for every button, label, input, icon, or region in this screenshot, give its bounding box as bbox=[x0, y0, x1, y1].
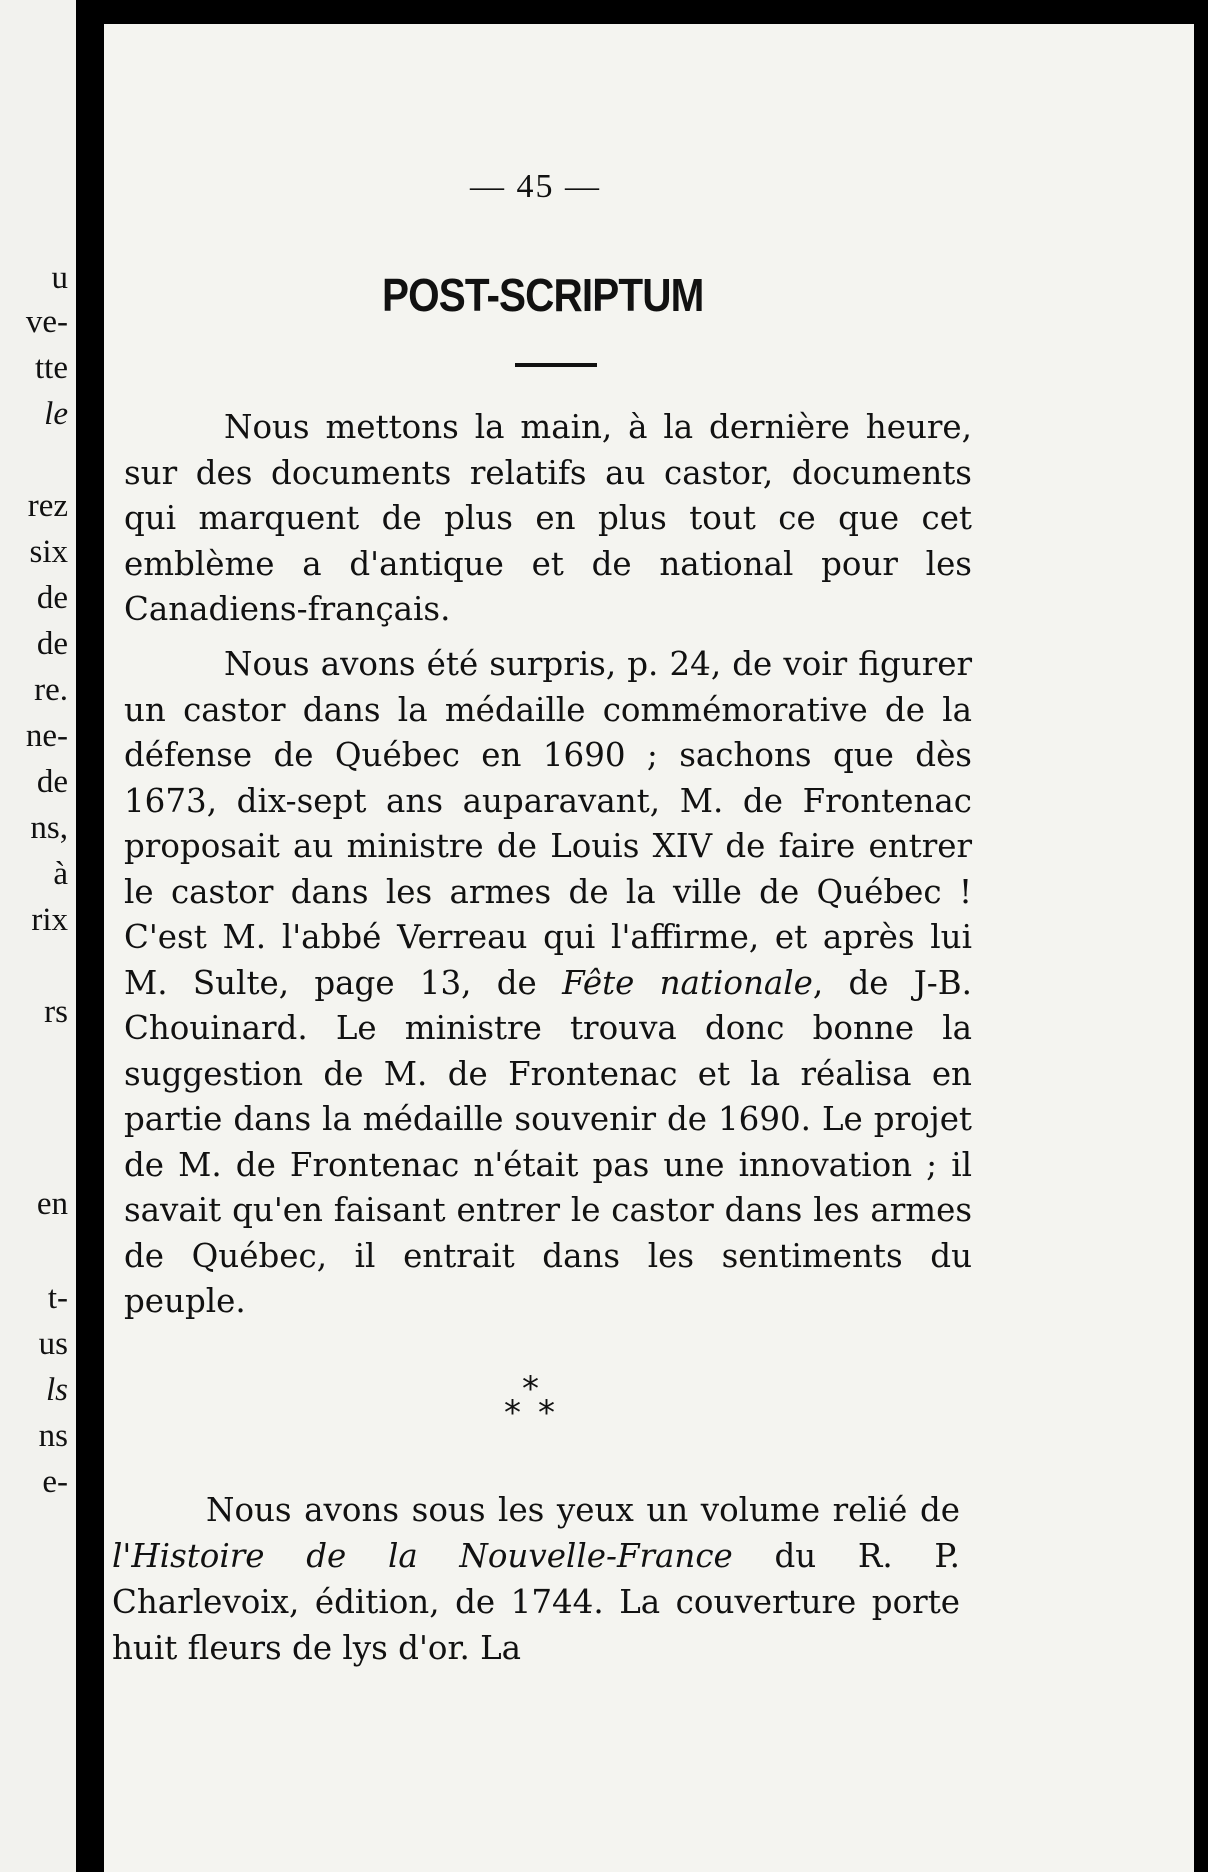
scan-border-top bbox=[104, 0, 1208, 24]
fragment-text: de bbox=[36, 626, 68, 662]
asterism-divider bbox=[500, 1369, 560, 1434]
asterism-star: * bbox=[504, 1393, 521, 1433]
paragraph-text: , de J-B. Chouinard. Le ministre trouva donc bonne la suggestion de M. de Frontenac et la réalisa en partie dans la médaille souvenir de 1690. Le projet de M. de Frontenac n'était pas une innovation ; il savait qu'en faisant entrer le castor dans les armes de Québec, il entrait dans les sentiments du peuple. bbox=[124, 963, 972, 1320]
paragraph-text: Nous avons été surpris, p. 24, de voir figurer un castor dans la médaille commémorative de la défense de Québec en 1690 ; sachons que dès 1673, dix-sept ans auparavant, M. de Frontenac proposait au ministre de Louis XIV de faire entrer le castor dans les armes de la ville de Québec ! C'est M. l'abbé Verreau qui l'affirme, et après lui M. Sulte, page 13, de bbox=[124, 645, 972, 1002]
fragment-text: t- bbox=[47, 1280, 68, 1316]
fragment-text: en bbox=[36, 1186, 68, 1222]
asterism-star: * bbox=[522, 1369, 539, 1409]
paragraph-text: du R. P. Charlevoix, édition, de 1744. La couverture porte huit fleurs de lys d'or. La bbox=[112, 1537, 960, 1667]
page-gutter bbox=[76, 0, 104, 1872]
fragment-text: ne- bbox=[25, 718, 68, 754]
asterism-star: * bbox=[538, 1393, 555, 1433]
fragment-text: rix bbox=[31, 902, 68, 938]
fragment-text: ns bbox=[38, 1418, 68, 1454]
fragment-text: us bbox=[38, 1326, 68, 1362]
scan-border-right bbox=[1194, 0, 1208, 1872]
paragraph: Nous mettons la main, à la dernière heure, sur des documents relatifs au castor, documents qui marquent de plus en plus tout ce que cet emblème a d'antique et de national pour les Canadiens-français. bbox=[124, 408, 972, 628]
fragment-text: ns, bbox=[30, 810, 68, 846]
paragraph bbox=[112, 1487, 960, 1671]
fragment-text: rs bbox=[44, 994, 68, 1030]
fragment-text: le bbox=[44, 396, 68, 432]
fragment-text: à bbox=[53, 856, 68, 892]
fragment-text: six bbox=[29, 534, 68, 570]
page-number: — 45 — bbox=[470, 168, 601, 205]
fragment-text: e- bbox=[42, 1464, 68, 1500]
book-title: Fête nationale bbox=[562, 963, 813, 1002]
fragment-text: rez bbox=[27, 488, 68, 524]
fragment-text: ls bbox=[45, 1372, 68, 1408]
title-rule bbox=[515, 363, 597, 367]
fragment-text: tte bbox=[35, 350, 68, 386]
fragment-text: de bbox=[36, 580, 68, 616]
facing-page-fragment bbox=[0, 0, 76, 1872]
fragment-text: de bbox=[36, 764, 68, 800]
book-title: l'Histoire de la Nouvelle-France bbox=[112, 1537, 733, 1575]
fragment-text: u bbox=[51, 260, 68, 296]
paragraph bbox=[124, 642, 972, 1325]
fragment-text: ve- bbox=[25, 304, 68, 340]
paragraph-text: Nous avons sous les yeux un volume relié de bbox=[206, 1491, 960, 1529]
fragment-text: re. bbox=[34, 672, 68, 708]
page-title: POST-SCRIPTUM bbox=[382, 269, 704, 321]
